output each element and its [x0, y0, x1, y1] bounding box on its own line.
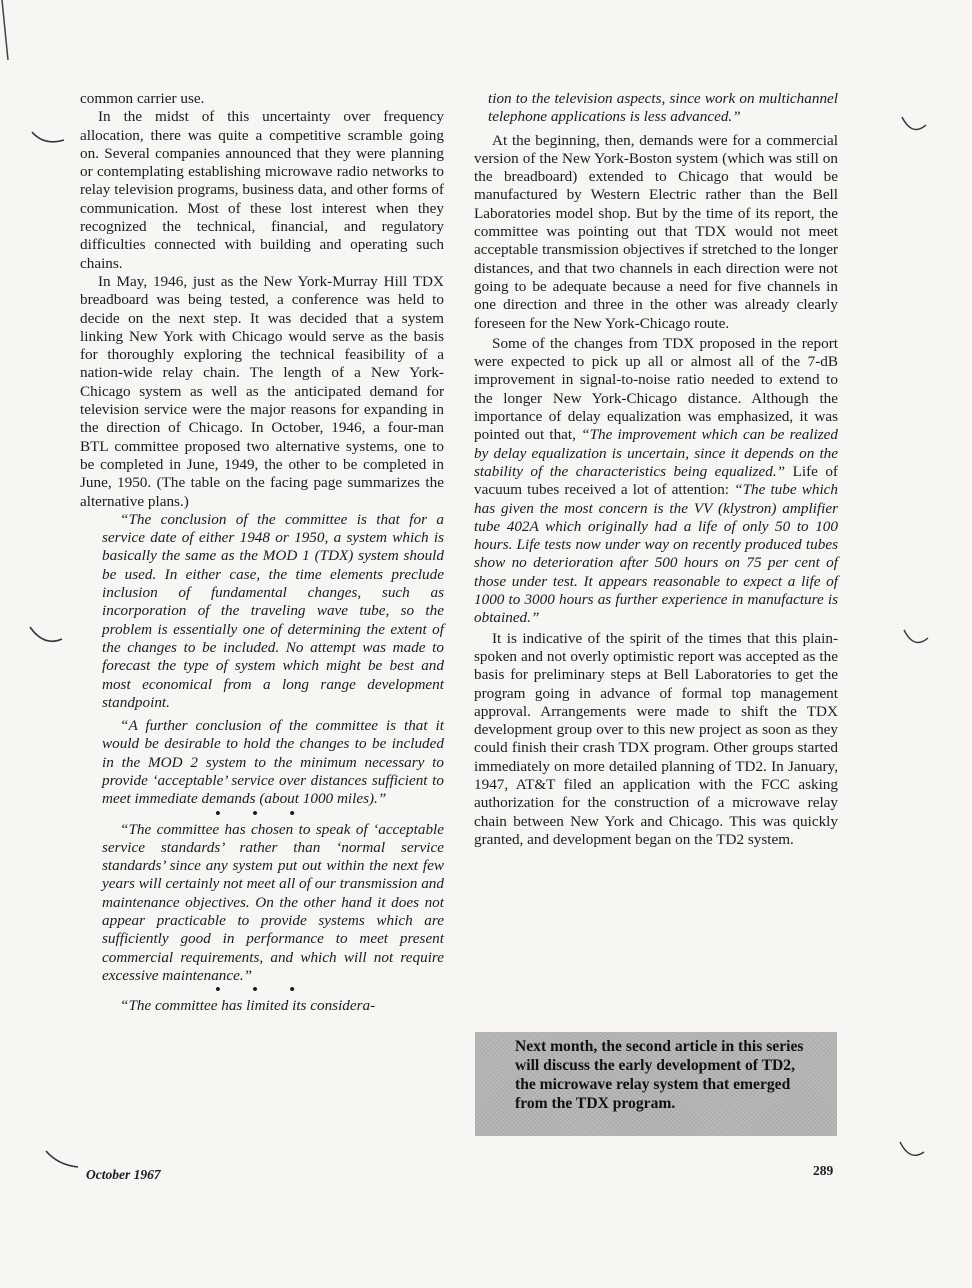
binder-hole-mark [898, 1140, 928, 1164]
paragraph: In May, 1946, just as the New York-Murray Hill TDX breadboard was being tested, a conference was held to decide on the next step. It was decided that a system linking New York with Chicago would serve as the basis for thoroughly exploring the technical feasibility of a nation-wide relay chain. The length of a New York-Chicago system as well as the anticipated demand for television service were the major reasons for expanding in the direction of Chicago. In October, 1946, a four-man BTL committee proposed two alternative systems, one to be completed in June, 1949, the other to be completed in June, 1950. (The table on the facing page summarizes the alternative plans.) [80, 272, 444, 510]
inline-quote: “The tube which has given the most concern is the VV (klystron) amplifier tube 402A which originally had a life of only 50 to 100 hours. Life tests now under way on recently produced tubes show no deterioration after 500 hours on 75 per cent of those under test. It appears reasonable to expect a life of 1000 to 3000 hours as further experience in manufacture is obtained.” [474, 481, 838, 627]
block-quote: “The committee has chosen to speak of ‘acceptable service standards’ rather than ‘normal service standards’ since any system put out within the next few years will certainly not meet all of our transmission and maintenance objectives. On the other hand it does not appear practicable to provide systems which are sufficiently good in performance to meet present commercial requirements, and which will not require excessive maintenance.” [102, 820, 444, 984]
ellipsis-dots: • • • [215, 804, 309, 822]
ellipsis-dots: • • • [215, 981, 309, 999]
block-quote: “The conclusion of the committee is that for a service date of either 1948 or 1950, a system which is basically the same as the MOD 1 (TDX) system should be used. In either case, the time elements preclude inclusion of fundamental changes, such as incorporation of the traveling wave tube, so the problem is essentially one of determining the extent of the changes to be included. No attempt was made to forecast the type of system which might be best and most economical from a long range development standpoint. [102, 510, 444, 711]
next-month-text: Next month, the second article in this series will discuss the early development of TD2, the microwave relay system that emerged from the TDX program. [515, 1038, 804, 1112]
binder-hole-mark [902, 628, 932, 652]
page-number: 289 [813, 1163, 834, 1178]
paragraph: At the beginning, then, demands were for a commercial version of the New York-Boston system (which was still on the breadboard) extended to Chicago that would be manufactured by Western Electric rather than the Bell Laboratories model shop. But by the time of its report, the committee was pointing out that TDX would not meet acceptable transmission objectives if stretched to the longer distances, and that two channels in each direction were not going to be adequate because a need for five channels in one direction and three in the other was already clearly foreseen for the New York-Chicago route. [474, 131, 838, 332]
block-quote-continued: tion to the television aspects, since work on multichannel telephone applications is less advanced.” [488, 90, 838, 126]
paragraph [474, 335, 838, 628]
binder-hole-mark [28, 625, 68, 655]
inline-quote: “The improvement which can be realized by delay equalization is uncertain, since it depends on the stability of the characteristics being equalized.” [474, 426, 838, 480]
left-column [80, 90, 444, 1016]
paragraph: common carrier use. [80, 90, 205, 107]
paragraph-text: Life of vacuum tubes received a lot of attention: [474, 462, 838, 499]
paragraph-text: Some of the changes from TDX proposed in the report were expected to pick up all or almost all of the 7-dB improvement in signal-to-noise ratio needed to extend to the longer New York-Chicago distance. Although the importance of delay equalization was emphasized, it was pointed out that, [474, 334, 838, 444]
next-month-box [475, 1032, 837, 1136]
binder-hole-mark [44, 1145, 84, 1175]
block-quote: “A further conclusion of the committee is that it would be desirable to hold the changes to be included in the MOD 2 system to the minimum necessary to provide ‘acceptable’ service over distances sufficient to meet immediate demands (about 1000 miles).” [102, 717, 444, 808]
binder-hole-mark [900, 115, 930, 139]
footer-date: October 1967 [86, 1167, 161, 1182]
right-column [474, 90, 838, 849]
scan-edge-mark [0, 0, 20, 70]
block-quote: “The committee has limited its considera- [120, 997, 376, 1015]
binder-hole-mark [30, 128, 70, 158]
paragraph: It is indicative of the spirit of the times that this plain-spoken and not overly optimistic report was accepted as the basis for preliminary steps at Bell Laboratories to get the program going in advance of formal top management approval. Arrangements were made to shift the TDX development group over to this new project as soon as they could finish their crash TDX program. Other groups started immediately on more detailed planning of TD2. In January, 1947, AT&T filed an application with the FCC asking authorization for the construction of a microwave relay chain between New York and Chicago. This was quickly granted, and development began on the TD2 system. [474, 629, 838, 848]
paragraph: In the midst of this uncertainty over frequency allocation, there was quite a competitive scramble going on. Several companies announced that they were planning or contemplating establishing microwave radio networks to relay television programs, business data, and other forms of communication. Most of these lost interest when they recognized the technical, financial, and regulatory difficulties connected with building and operating such chains. [80, 108, 444, 272]
